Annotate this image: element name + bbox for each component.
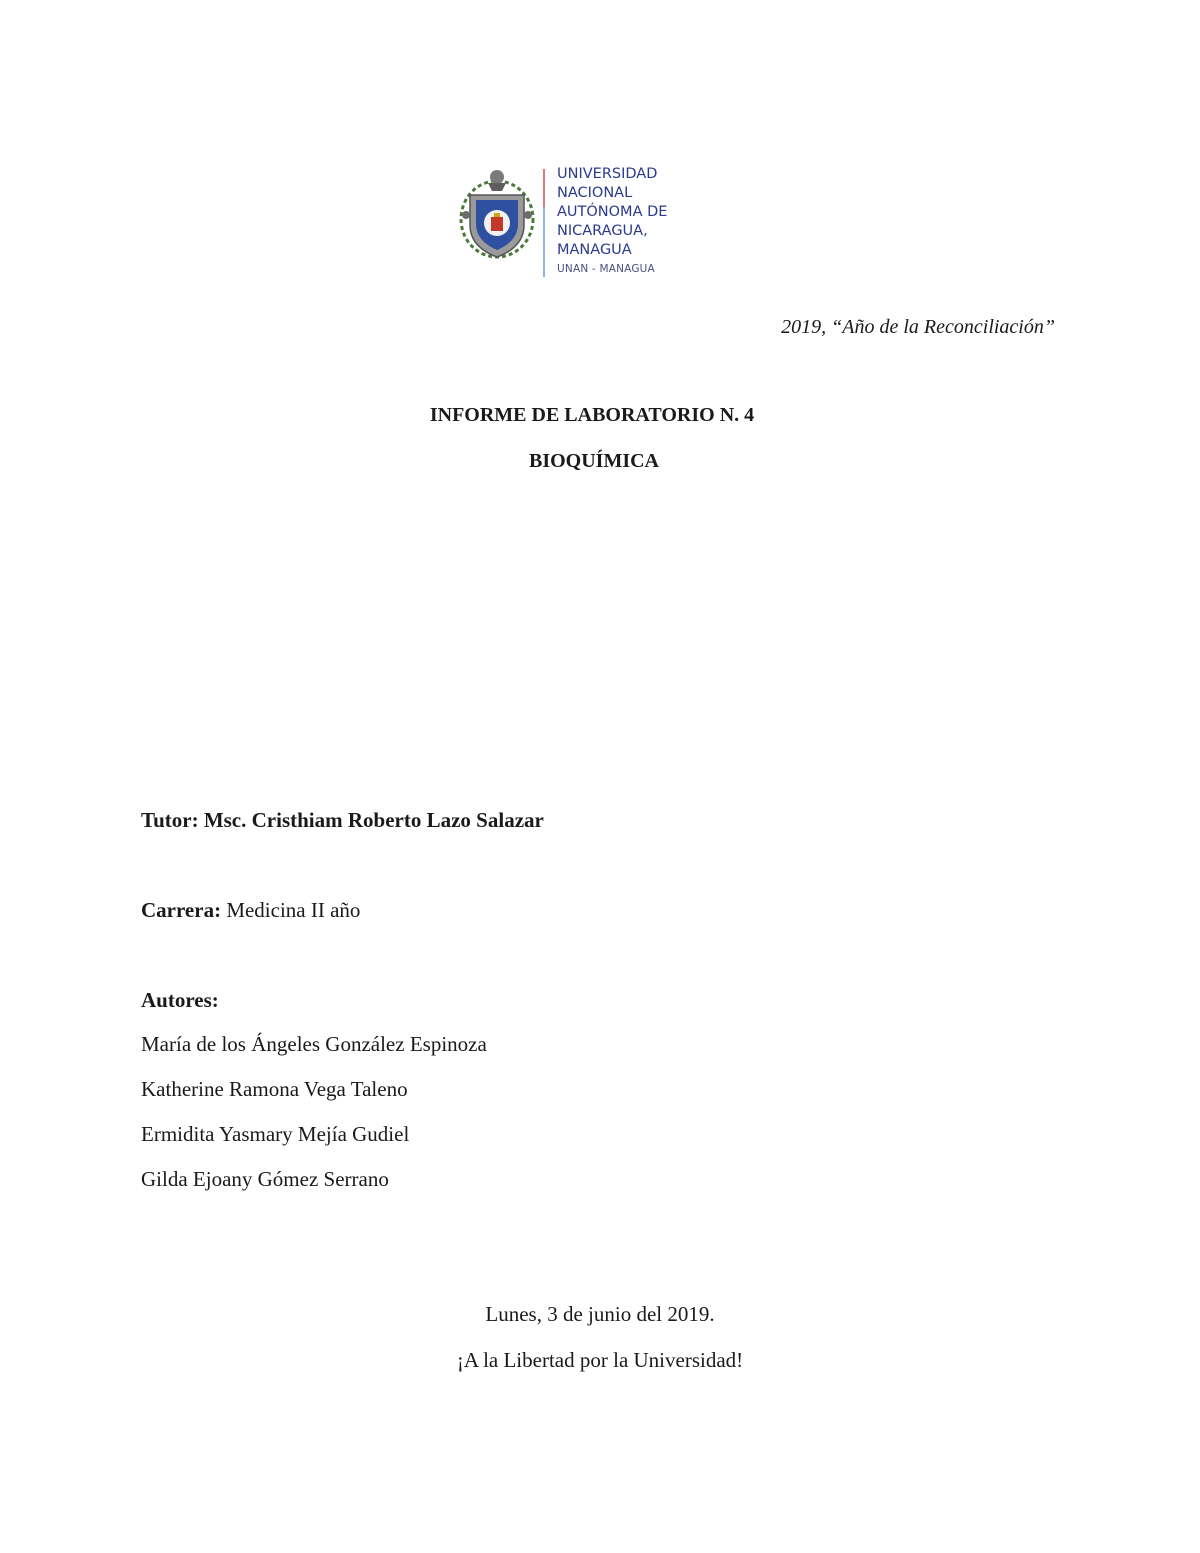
author-name: Gilda Ejoany Gómez Serrano: [141, 1167, 389, 1191]
university-name-line: NACIONAL: [557, 185, 633, 201]
university-abbreviation: UNAN - MANAGUA: [557, 263, 655, 275]
report-date: Lunes, 3 de junio del 2019.: [485, 1302, 715, 1326]
university-name-line: AUTÓNOMA DE: [557, 204, 668, 220]
subject-title: BIOQUÍMICA: [528, 450, 659, 472]
university-logo: [458, 165, 698, 283]
year-motto: 2019, “Año de la Reconciliación”: [781, 316, 1055, 338]
university-seal-icon: [458, 167, 536, 263]
logo-divider: [543, 169, 545, 277]
tutor-line: Tutor: Msc. Cristhiam Roberto Lazo Salazar: [141, 808, 544, 832]
university-name-line: UNIVERSIDAD: [557, 166, 658, 182]
author-name: Ermidita Yasmary Mejía Gudiel: [141, 1122, 410, 1146]
university-name-line: MANAGUA: [557, 242, 632, 258]
author-name: Katherine Ramona Vega Taleno: [141, 1077, 408, 1101]
university-name: [557, 165, 707, 277]
career-value: Medicina II año: [226, 898, 361, 922]
report-title: INFORME DE LABORATORIO N. 4: [429, 404, 755, 426]
career-label: Carrera:: [141, 898, 222, 922]
author-name: María de los Ángeles González Espinoza: [141, 1032, 487, 1056]
university-slogan: ¡A la Libertad por la Universidad!: [456, 1348, 744, 1372]
university-name-line: NICARAGUA,: [557, 223, 648, 239]
authors-label: Autores:: [141, 988, 219, 1012]
career-line: [141, 898, 360, 923]
